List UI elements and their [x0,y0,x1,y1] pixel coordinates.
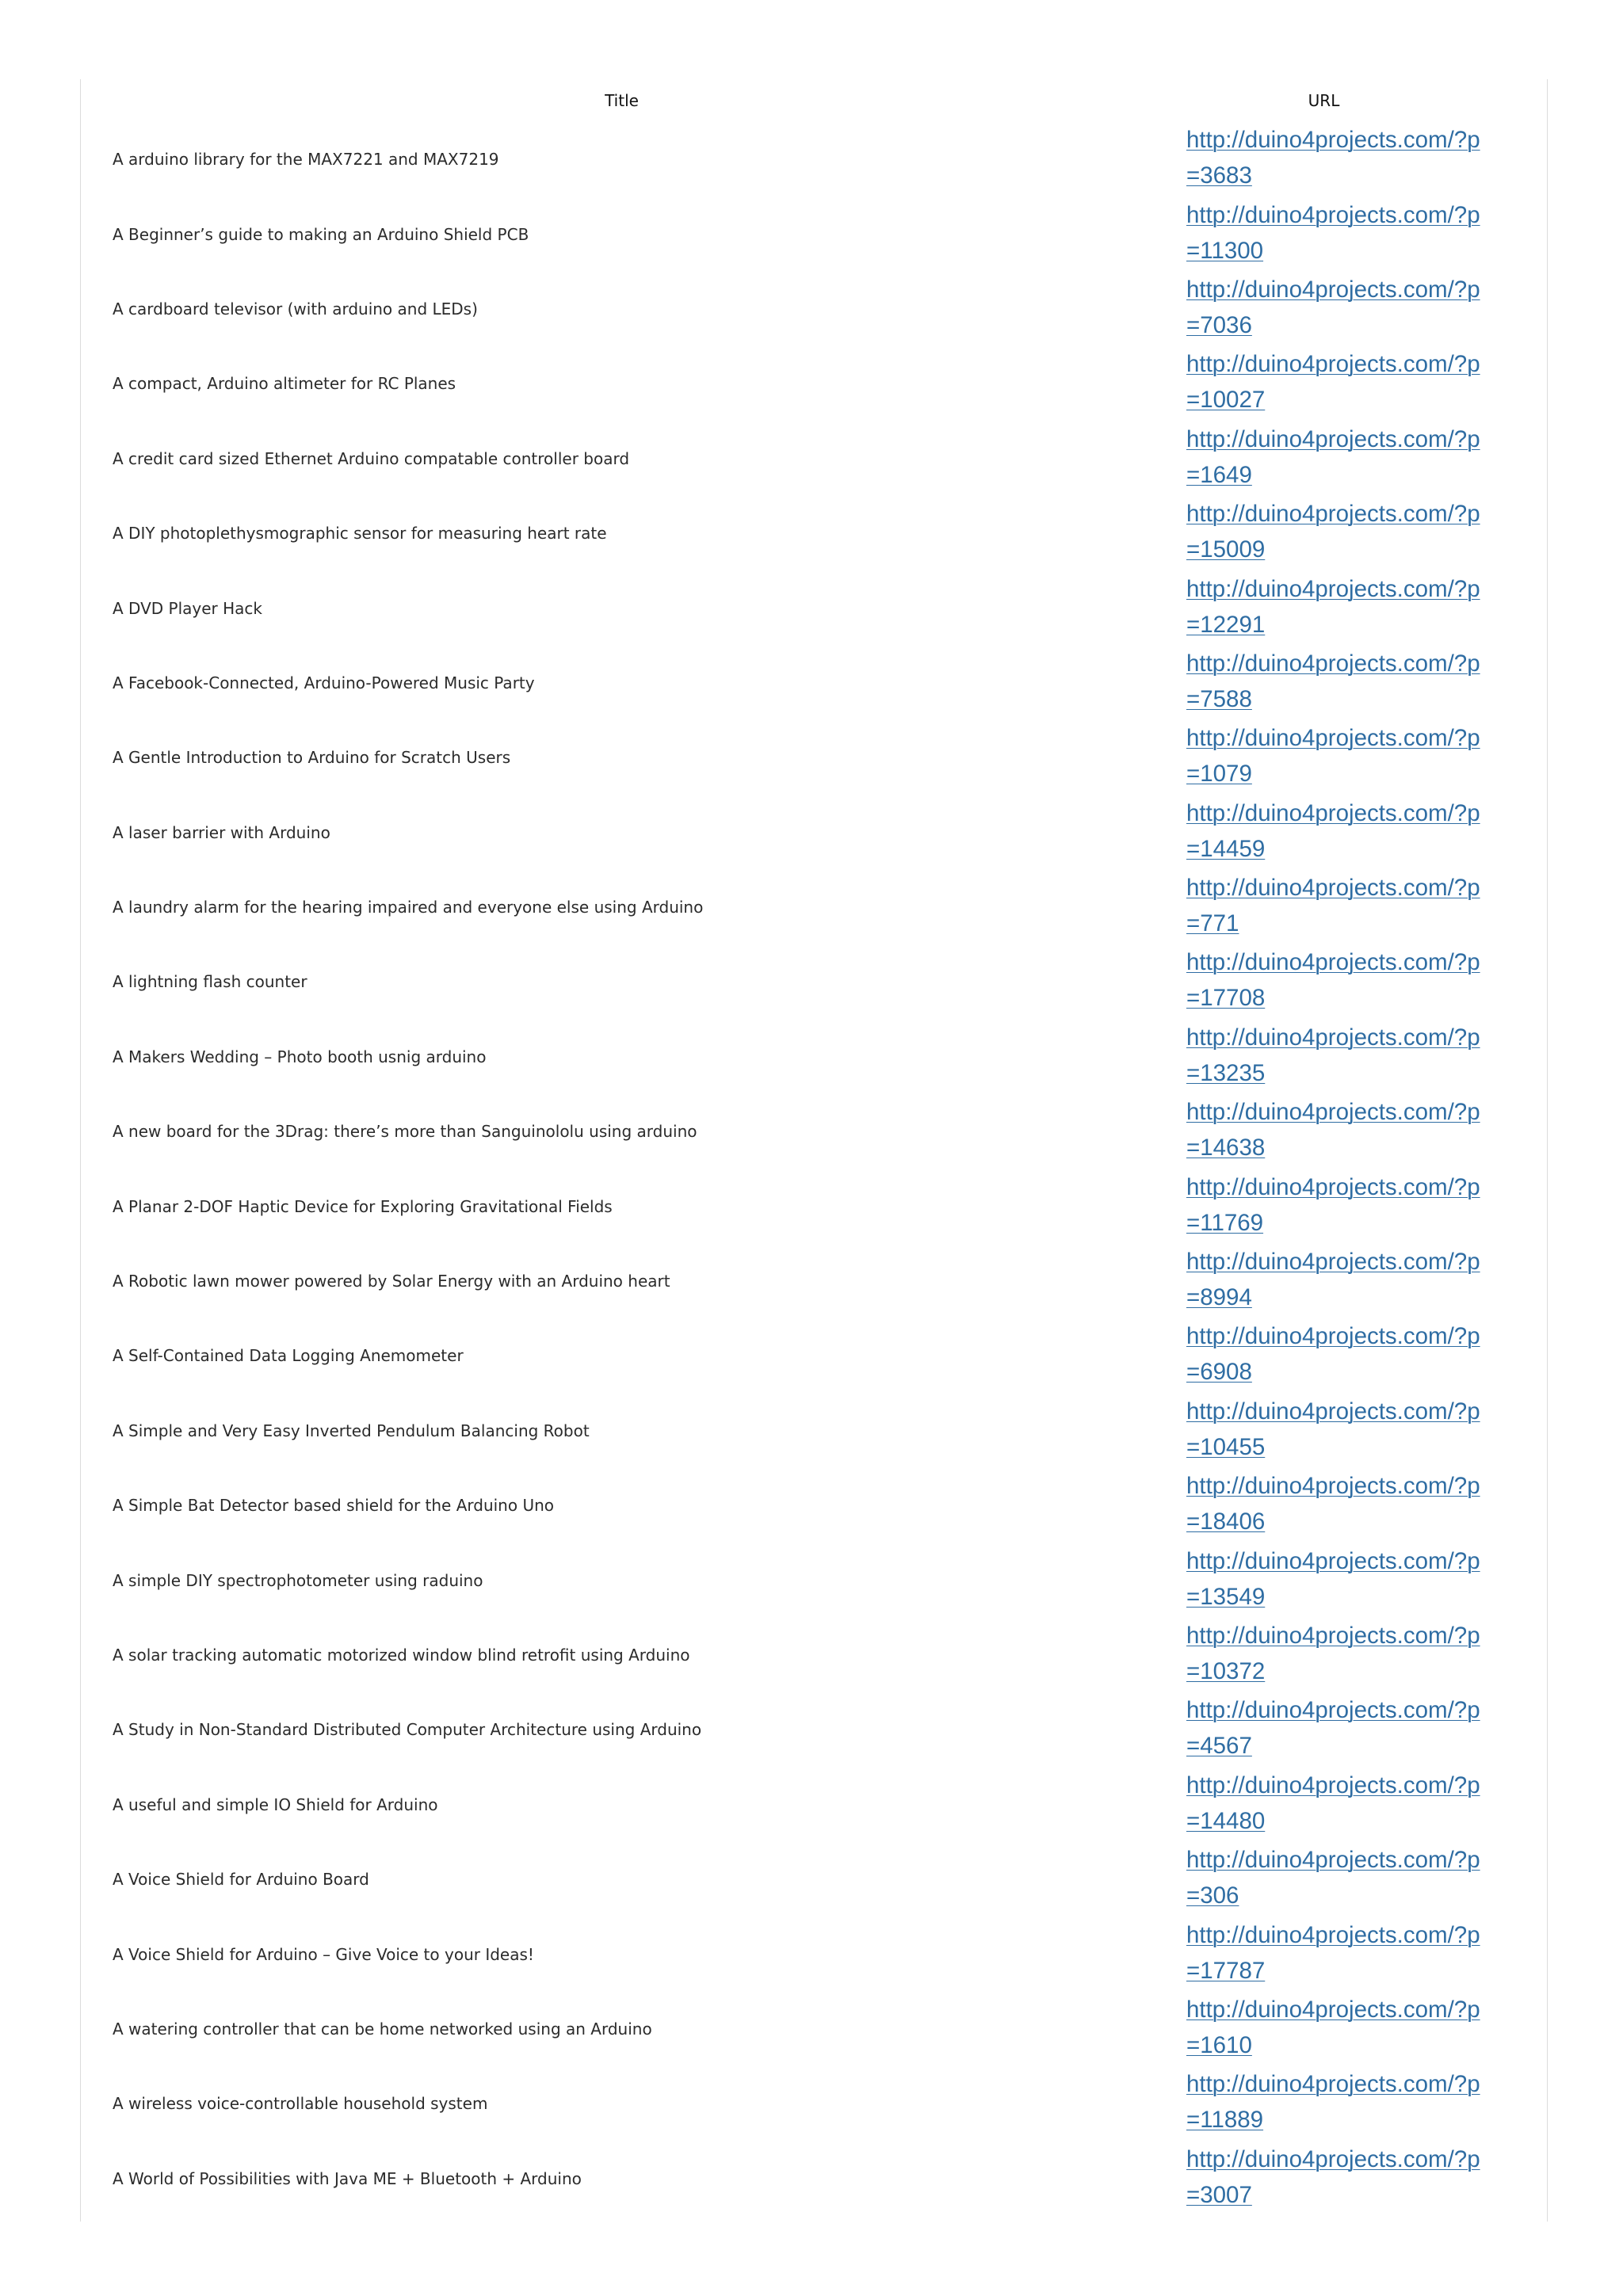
table-row [81,2066,1549,2141]
row-title: A Study in Non-Standard Distributed Computer Architecture using Arduino [113,1720,702,1740]
table-row [81,346,1549,421]
row-title: A Robotic lawn mower powered by Solar Energy with an Arduino heart [113,1272,670,1291]
project-link[interactable]: http://duino4projects.com/?p=4567 [1186,1697,1480,1760]
project-link[interactable]: http://duino4projects.com/?p=7588 [1186,650,1480,712]
row-title: A Gentle Introduction to Arduino for Scratch Users [113,748,511,768]
row-title: A wireless voice-controllable household system [113,2094,488,2114]
table-row [81,1842,1549,1917]
table-header-row [81,79,1549,122]
row-url-cell [1186,272,1549,346]
row-url-cell [1186,1094,1549,1169]
row-url-cell [1186,1543,1549,1617]
table-row [81,720,1549,795]
row-title: A laser barrier with Arduino [113,822,330,842]
table-row [81,1768,1549,1842]
project-link[interactable]: http://duino4projects.com/?p=17708 [1186,949,1480,1012]
project-link[interactable]: http://duino4projects.com/?p=18406 [1186,1473,1480,1535]
project-link[interactable]: http://duino4projects.com/?p=14459 [1186,799,1480,862]
column-header-url: URL [1308,91,1340,110]
project-link[interactable]: http://duino4projects.com/?p=3683 [1186,127,1480,189]
project-link[interactable]: http://duino4projects.com/?p=17787 [1186,1921,1480,1984]
table-row [81,122,1549,196]
row-url-cell [1186,496,1549,570]
table-row [81,196,1549,271]
row-url-cell [1186,646,1549,720]
row-title: A solar tracking automatic motorized window blind retrofit using Arduino [113,1646,690,1665]
table-row [81,1169,1549,1243]
table-row [81,1543,1549,1617]
row-url-cell [1186,2066,1549,2141]
project-link[interactable]: http://duino4projects.com/?p=14480 [1186,1772,1480,1834]
project-link[interactable]: http://duino4projects.com/?p=10027 [1186,351,1480,414]
row-title: A DVD Player Hack [113,598,262,618]
row-title: A Voice Shield for Arduino – Give Voice to your Ideas! [113,1944,534,1964]
row-title: A compact, Arduino altimeter for RC Planes [113,374,456,394]
row-url-cell [1186,1394,1549,1468]
row-url-cell [1186,870,1549,944]
row-url-cell [1186,1468,1549,1543]
table-row [81,1094,1549,1169]
project-link[interactable]: http://duino4projects.com/?p=306 [1186,1847,1480,1909]
row-title: A laundry alarm for the hearing impaired and everyone else using Arduino [113,898,704,917]
row-url-cell [1186,944,1549,1019]
column-header-title: Title [605,91,639,110]
project-link[interactable]: http://duino4projects.com/?p=11889 [1186,2071,1480,2134]
row-url-cell [1186,1917,1549,1991]
project-link[interactable]: http://duino4projects.com/?p=771 [1186,875,1480,937]
table-row [81,2142,1549,2216]
row-url-cell [1186,1318,1549,1393]
project-link[interactable]: http://duino4projects.com/?p=1610 [1186,1996,1480,2058]
table-row [81,1468,1549,1543]
row-title: A Planar 2-DOF Haptic Device for Exploring Gravitational Fields [113,1196,613,1216]
row-title: A new board for the 3Drag: there’s more than Sanguinololu using arduino [113,1122,697,1142]
table-row [81,421,1549,496]
row-url-cell [1186,1842,1549,1917]
row-title: A Simple and Very Easy Inverted Pendulum Balancing Robot [113,1421,590,1440]
project-link[interactable]: http://duino4projects.com/?p=1649 [1186,425,1480,488]
project-link[interactable]: http://duino4projects.com/?p=6908 [1186,1323,1480,1386]
row-url-cell [1186,122,1549,196]
row-url-cell [1186,1992,1549,2066]
project-link[interactable]: http://duino4projects.com/?p=10455 [1186,1398,1480,1460]
table-row [81,496,1549,570]
project-link[interactable]: http://duino4projects.com/?p=7036 [1186,276,1480,338]
table-row [81,1394,1549,1468]
project-link[interactable]: http://duino4projects.com/?p=1079 [1186,725,1480,788]
row-url-cell [1186,720,1549,795]
row-title: A arduino library for the MAX7221 and MAX7219 [113,150,499,170]
table-row [81,646,1549,720]
project-link[interactable]: http://duino4projects.com/?p=10372 [1186,1623,1480,1684]
row-title: A Voice Shield for Arduino Board [113,1870,369,1890]
row-title: A Self-Contained Data Logging Anemometer [113,1346,464,1366]
projects-table [81,79,1549,2216]
table-body [81,122,1549,2216]
row-title: A World of Possibilities with Java ME + Bluetooth + Arduino [113,2168,582,2188]
table-row [81,1692,1549,1767]
row-url-cell [1186,2142,1549,2216]
row-url-cell [1186,1618,1549,1692]
project-link[interactable]: http://duino4projects.com/?p=12291 [1186,575,1480,638]
project-link[interactable]: http://duino4projects.com/?p=14638 [1186,1099,1480,1161]
row-title: A Simple Bat Detector based shield for the Arduino Uno [113,1496,555,1516]
table-row [81,272,1549,346]
project-link[interactable]: http://duino4projects.com/?p=13235 [1186,1024,1480,1086]
row-url-cell [1186,570,1549,645]
row-url-cell [1186,795,1549,870]
row-url-cell [1186,1020,1549,1094]
document-sheet [80,79,1548,2222]
project-link[interactable]: http://duino4projects.com/?p=11300 [1186,201,1480,264]
project-link[interactable]: http://duino4projects.com/?p=3007 [1186,2145,1480,2208]
table-row [81,870,1549,944]
row-url-cell [1186,1768,1549,1842]
table-row [81,1318,1549,1393]
row-title: A DIY photoplethysmographic sensor for measuring heart rate [113,524,607,543]
table-row [81,1917,1549,1991]
row-url-cell [1186,1169,1549,1243]
project-link[interactable]: http://duino4projects.com/?p=11769 [1186,1173,1480,1236]
row-title: A simple DIY spectrophotometer using raduino [113,1570,483,1590]
row-url-cell [1186,346,1549,421]
row-title: A Makers Wedding – Photo booth usnig arduino [113,1047,487,1066]
project-link[interactable]: http://duino4projects.com/?p=13549 [1186,1547,1480,1610]
row-title: A credit card sized Ethernet Arduino compatable controller board [113,448,630,468]
row-title: A Beginner’s guide to making an Arduino Shield PCB [113,224,529,244]
table-row [81,1992,1549,2066]
row-title: A Facebook-Connected, Arduino-Powered Music Party [113,673,535,692]
table-row [81,570,1549,645]
row-title: A cardboard televisor (with arduino and LEDs) [113,299,478,318]
project-link[interactable]: http://duino4projects.com/?p=15009 [1186,501,1480,563]
project-link[interactable]: http://duino4projects.com/?p=8994 [1186,1249,1480,1311]
table-row [81,1618,1549,1692]
table-row [81,944,1549,1019]
table-row [81,1244,1549,1318]
row-title: A useful and simple IO Shield for Arduino [113,1794,438,1814]
row-title: A lightning flash counter [113,972,307,992]
row-title: A watering controller that can be home networked using an Arduino [113,2019,652,2039]
table-row [81,795,1549,870]
row-url-cell [1186,196,1549,271]
table-row [81,1020,1549,1094]
row-url-cell [1186,1692,1549,1767]
row-url-cell [1186,421,1549,496]
row-url-cell [1186,1244,1549,1318]
